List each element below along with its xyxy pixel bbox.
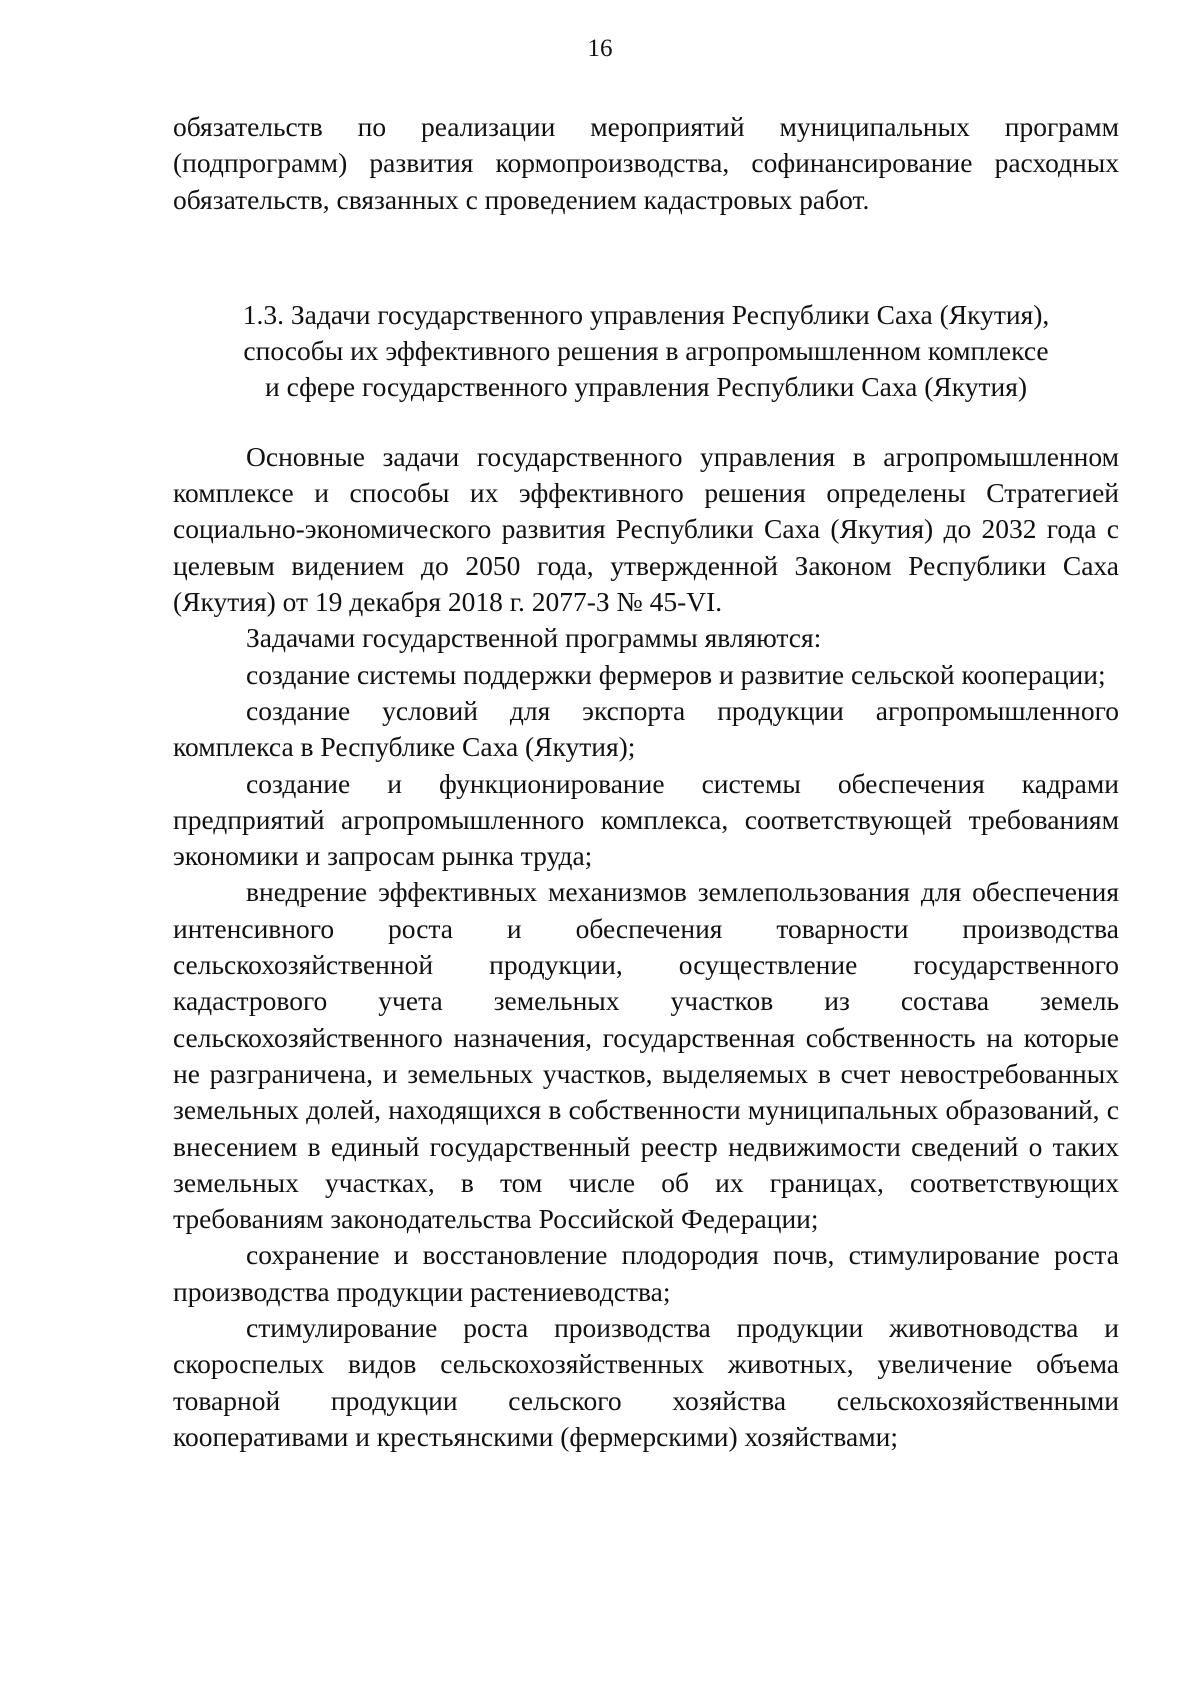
page-number: 16 [587,35,613,62]
tasks-lead-paragraph: Задачами государственной программы являются: [246,622,822,654]
task-item-paragraph: создание и функционирование системы обеспечения кадрами предприятий агропромышленного комплекса, соответствующей требованиям экономики и запросам рынка труда; [173,767,1119,872]
task-item-paragraph: стимулирование роста производства продукции животноводства и скороспелых видов сельскохозяйственных животных, увеличение объема товарной продукции сельского хозяйства сельскохозяйственными кооперативами и крестьянскими (фермерскими) хозяйствами; [173,1312,1119,1452]
section-heading-line: и сфере государственного управления Республики Саха (Якутия) [264,370,1028,402]
task-item-paragraph: сохранение и восстановление плодородия почв, стимулирование роста производства продукции растениеводства; [173,1239,1119,1307]
task-item-paragraph: внедрение эффективных механизмов землепользования для обеспечения интенсивного роста и обеспечения товарности производства сельскохозяйственной продукции, осуществление государственного кадастрового учета земельных участков из состава земель сельскохозяйственного назначения, государственная собственность на которые не разграничена, и земельных участков, выделяемых в счет невостребованных земельных долей, находящихся в собственности муниципальных образований, с внесением в единый государственный реестр недвижимости сведений о таких земельных участках, в том числе об их границах, соответствующих требованиям законодательства Российской Федерации; [173,876,1119,1235]
section-heading-line: способы их эффективного решения в агропромышленном комплексе [243,334,1049,366]
section-heading-line: 1.3. Задачи государственного управления Республики Саха (Якутия), [242,298,1050,330]
document-body [173,109,1119,1455]
task-item-paragraph: создание системы поддержки фермеров и развитие сельской кооперации; [246,658,1106,690]
task-item-paragraph: создание условий для экспорта продукции агропромышленного комплекса в Республике Саха (Якутия); [173,694,1119,763]
section-body [173,439,1119,1455]
intro-paragraph: Основные задачи государственного управления в агропромышленном комплексе и способы их эффективного решения определены Стратегией социально-экономического развития Республики Саха (Якутия) до 2032 года с целевым видением до 2050 года, утвержденной Законом Республики Саха (Якутия) от 19 декабря 2018 г. 2077-З № 45-VI. [173,440,1119,618]
continuation-paragraph: обязательств по реализации мероприятий муниципальных программ (подпрограмм) развития кормопроизводства, софинансирование расходных обязательств, связанных с проведением кадастровых работ. [173,111,1119,215]
section-heading [173,297,1119,405]
